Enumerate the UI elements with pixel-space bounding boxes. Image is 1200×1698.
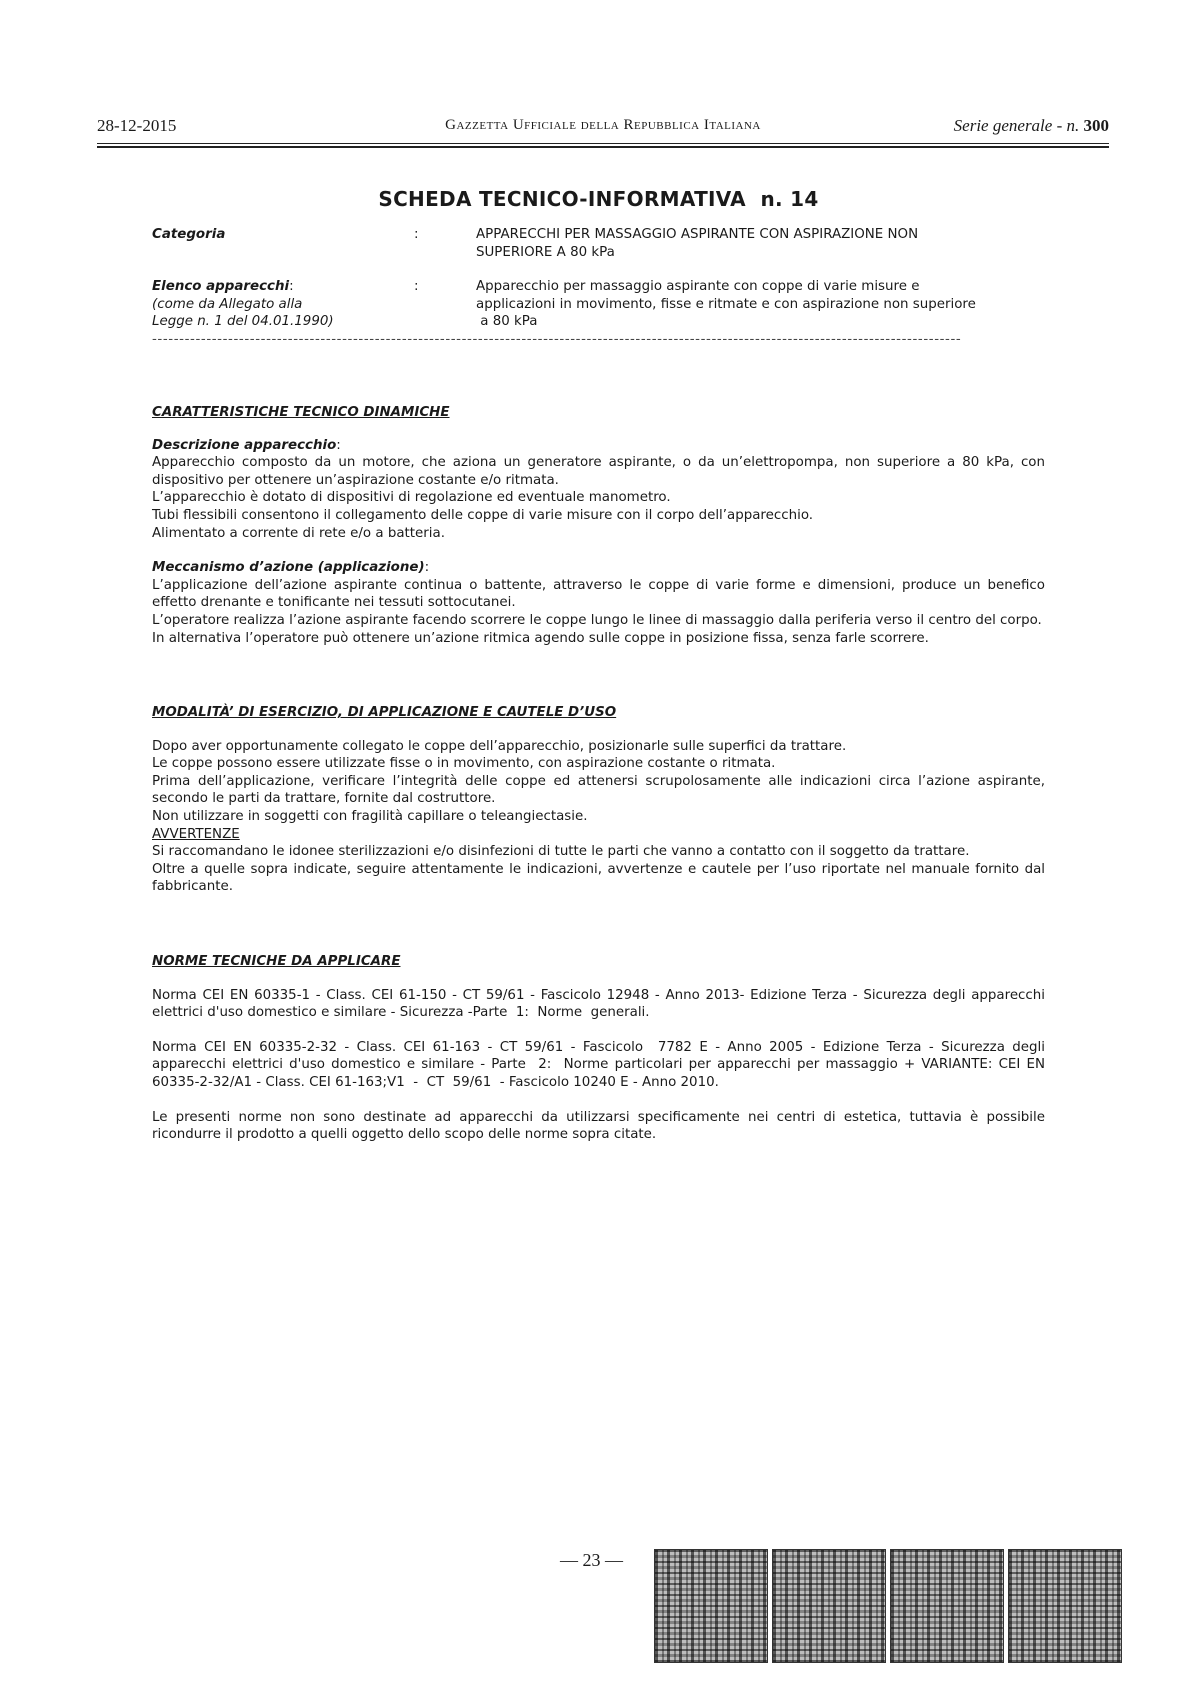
header-date: 28-12-2015	[97, 116, 177, 135]
elenco-sub-line: (come da Allegato alla	[152, 296, 303, 312]
datamatrix-code-3	[890, 1549, 1004, 1663]
descrizione-line: Tubi flessibili consentono il collegamento delle coppe di varie misure con il corpo dell’apparecchio.	[152, 507, 814, 523]
avvertenze-line: Si raccomandano le idonee sterilizzazioni e/o disinfezioni di tutte le parti che vanno a contatto con il soggetto da trattare.	[152, 844, 970, 860]
categoria-value-line: SUPERIORE A 80 kPa	[476, 244, 615, 260]
modalita-line: Prima dell’applicazione, verificare l’integrità delle coppe ed attenersi scrupolosamente alle indicazioni circa l’azione aspirante, secondo le parti da trattare, fornite dal costruttore.	[152, 773, 1045, 807]
descrizione-title: Descrizione apparecchio	[152, 437, 337, 453]
norme-paragraph: Le presenti norme non sono destinate ad apparecchi da utilizzarsi specificamente nei centri di estetica, tuttavia è possibile ricondurre il prodotto a quelli oggetto dello scopo delle norme sopra citate.	[152, 1109, 1045, 1143]
meccanismo-line: L’operatore realizza l’azione aspirante facendo scorrere le coppe lungo le linee di massaggio dalla periferia verso il centro del corpo.	[152, 612, 1042, 628]
elenco-label-colon: :	[289, 279, 294, 295]
dashed-separator: -----------------------------------------------------------------------------------------------------------------------------------------------------	[152, 334, 962, 347]
datamatrix-code-4	[1008, 1549, 1122, 1663]
document-title: SCHEDA TECNICO-INFORMATIVA n. 14	[378, 187, 819, 211]
section-title-modalita: MODALITÀ’ DI ESERCIZIO, DI APPLICAZIONE E CAUTELE D’USO	[152, 705, 617, 721]
norme-paragraph: Norma CEI EN 60335-2-32 - Class. CEI 61-163 - CT 59/61 - Fascicolo 7782 E - Anno 2005 - Edizione Terza - Sicurezza degli apparecchi elettrici d'uso domestico e similare - Parte 2: Norme particolari per apparecchi per massaggio + VARIANTE: CEI EN 60335-2-32/A1 - Class. CEI 61-163;V1 - CT 59/61 - Fascicolo 10240 E - Anno 2010.	[152, 1039, 1050, 1090]
elenco-label-block	[152, 278, 414, 331]
descrizione-line: Alimentato a corrente di rete e/o a batteria.	[152, 525, 445, 541]
categoria-colon: :	[414, 227, 419, 242]
elenco-sub-line: Legge n. 1 del 04.01.1990)	[152, 314, 334, 330]
avvertenze-label: AVVERTENZE	[152, 826, 240, 842]
categoria-value	[476, 226, 1045, 261]
elenco-value-line: applicazioni in movimento, fisse e ritmate e con aspirazione non superiore	[476, 296, 976, 312]
categoria-row	[152, 226, 1045, 261]
meccanismo-line: In alternativa l’operatore può ottenere un’azione ritmica agendo sulle coppe in posizione fissa, senza farle scorrere.	[152, 630, 929, 646]
section-title-caratteristiche: CARATTERISTICHE TECNICO DINAMICHE	[152, 404, 450, 420]
descrizione-line: Apparecchio composto da un motore, che aziona un generatore aspirante, o da un’elettropompa, non superiore a 80 kPa, con dispositivo per ottenere un’aspirazione costante e/o ritmata.	[152, 455, 1045, 488]
modalita-line: Le coppe possono essere utilizzate fisse o in movimento, con aspirazione costante o ritmata.	[152, 756, 776, 772]
norme-paragraph: Norma CEI EN 60335-1 - Class. CEI 61-150 - CT 59/61 - Fascicolo 12948 - Anno 2013- Edizione Terza - Sicurezza degli apparecchi elettrici d'uso domestico e similare - Sicurezza -Parte 1: Norme generali.	[152, 987, 1050, 1021]
categoria-label: Categoria	[152, 227, 226, 242]
document-body	[152, 186, 1050, 1144]
elenco-value	[476, 278, 1045, 331]
datamatrix-code-1	[654, 1549, 768, 1663]
elenco-value-line: a 80 kPa	[476, 314, 538, 330]
meccanismo-title: Meccanismo d’azione (applicazione)	[152, 560, 425, 576]
header-serie-label: Serie generale - n.	[953, 116, 1080, 135]
datamatrix-code-2	[772, 1549, 886, 1663]
avvertenze-line: Oltre a quelle sopra indicate, seguire attentamente le indicazioni, avvertenze e cautele per l’uso riportate nel manuale fornito dal fabbricante.	[152, 861, 1045, 895]
categoria-value-line: APPARECCHI PER MASSAGGIO ASPIRANTE CON ASPIRAZIONE NON	[476, 227, 919, 242]
header-serie	[954, 116, 1109, 136]
elenco-row	[152, 278, 1045, 331]
meccanismo-colon: :	[424, 560, 430, 576]
meccanismo-line: L’applicazione dell’azione aspirante continua o battente, attraverso le coppe di varie forme e dimensioni, produce un benefico effetto drenante e tonificante nei tessuti sottocutanei.	[152, 577, 1045, 611]
modalita-line: Non utilizzare in soggetti con fragilità capillare o teleangiectasie.	[152, 809, 588, 825]
elenco-value-line: Apparecchio per massaggio aspirante con coppe di varie misure e	[476, 279, 920, 295]
modalita-line: Dopo aver opportunamente collegato le coppe dell’apparecchio, posizionarle sulle superfici da trattare.	[152, 738, 847, 754]
page-number: — 23 —	[560, 1550, 623, 1570]
running-header	[97, 116, 1109, 138]
header-publication-title: Gazzetta Ufficiale della Repubblica Italiana	[445, 117, 761, 133]
elenco-label: Elenco apparecchi	[152, 279, 290, 295]
descrizione-colon: :	[336, 437, 341, 453]
descrizione-line: L’apparecchio è dotato di dispositivi di regolazione ed eventuale manometro.	[152, 490, 671, 506]
header-rule-thin	[97, 143, 1109, 144]
header-serie-number: 300	[1083, 116, 1109, 135]
section-title-norme: NORME TECNICHE DA APPLICARE	[152, 954, 401, 970]
elenco-colon: :	[414, 279, 419, 295]
header-rule-thick	[97, 146, 1109, 148]
